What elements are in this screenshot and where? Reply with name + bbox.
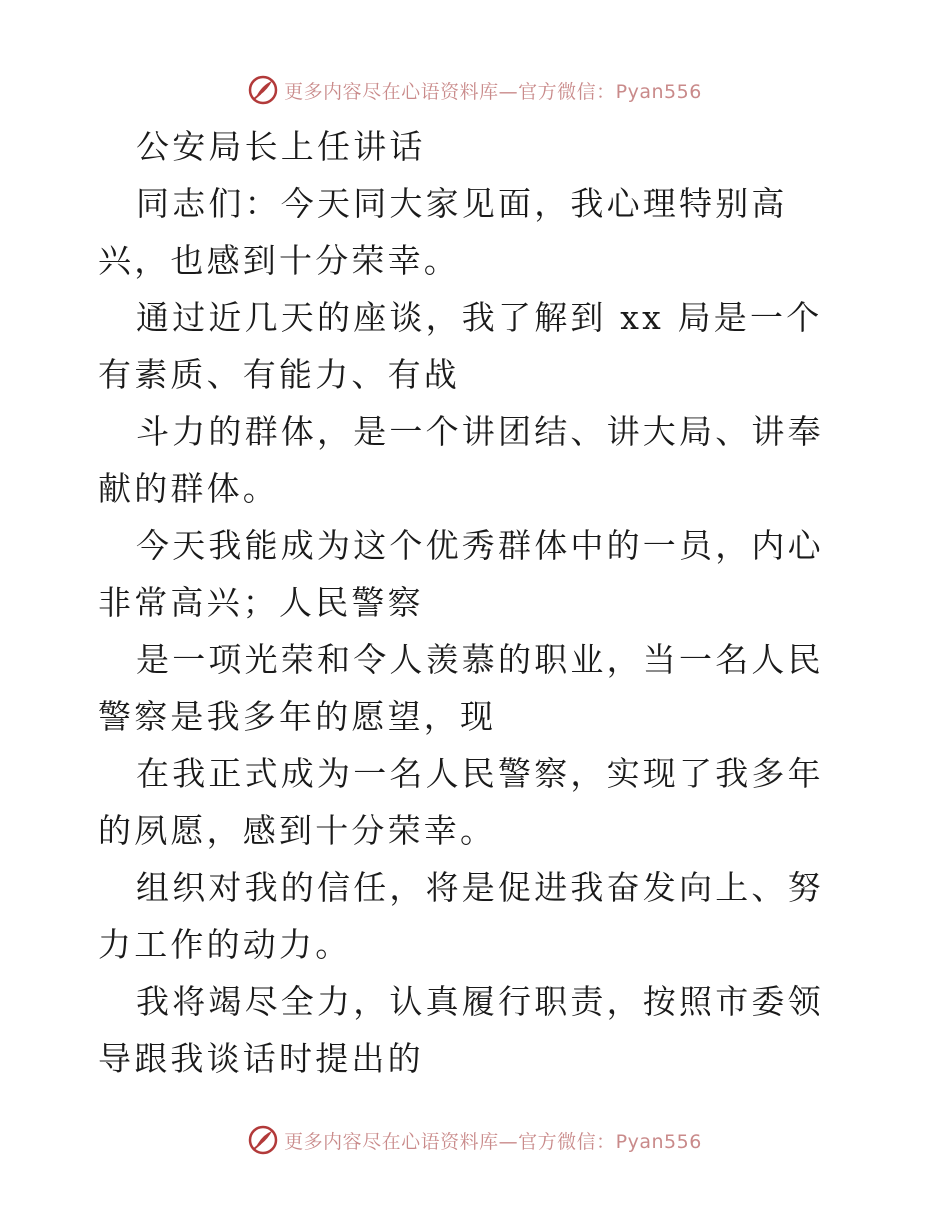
quill-logo-icon xyxy=(248,75,278,105)
paragraph: 是一项光荣和令人羡慕的职业，当一名人民警察是我多年的愿望，现 xyxy=(98,640,824,736)
paragraph: 今天我能成为这个优秀群体中的一员，内心非常高兴；人民警察 xyxy=(98,526,824,622)
paragraph: 组织对我的信任，将是促进我奋发向上、努力工作的动力。 xyxy=(98,868,824,964)
banner-text: 更多内容尽在心语资料库—官方微信：Pyan556 xyxy=(284,1130,702,1153)
document-title: 公安局长上任讲话 xyxy=(136,127,426,166)
banner-text: 更多内容尽在心语资料库—官方微信：Pyan556 xyxy=(284,80,702,103)
document-body xyxy=(98,118,852,1087)
quill-logo-icon xyxy=(248,1125,278,1155)
paragraph: 我将竭尽全力，认真履行职责，按照市委领导跟我谈话时提出的 xyxy=(98,982,824,1078)
paragraph: 斗力的群体，是一个讲团结、讲大局、讲奉献的群体。 xyxy=(98,412,824,508)
footer-banner xyxy=(0,1120,950,1160)
header-banner xyxy=(0,70,950,110)
paragraph: 在我正式成为一名人民警察，实现了我多年的夙愿，感到十分荣幸。 xyxy=(98,754,824,850)
paragraph: 通过近几天的座谈，我了解到 xx 局是一个有素质、有能力、有战 xyxy=(98,298,823,394)
paragraph: 同志们：今天同大家见面，我心理特别高兴，也感到十分荣幸。 xyxy=(98,184,788,280)
